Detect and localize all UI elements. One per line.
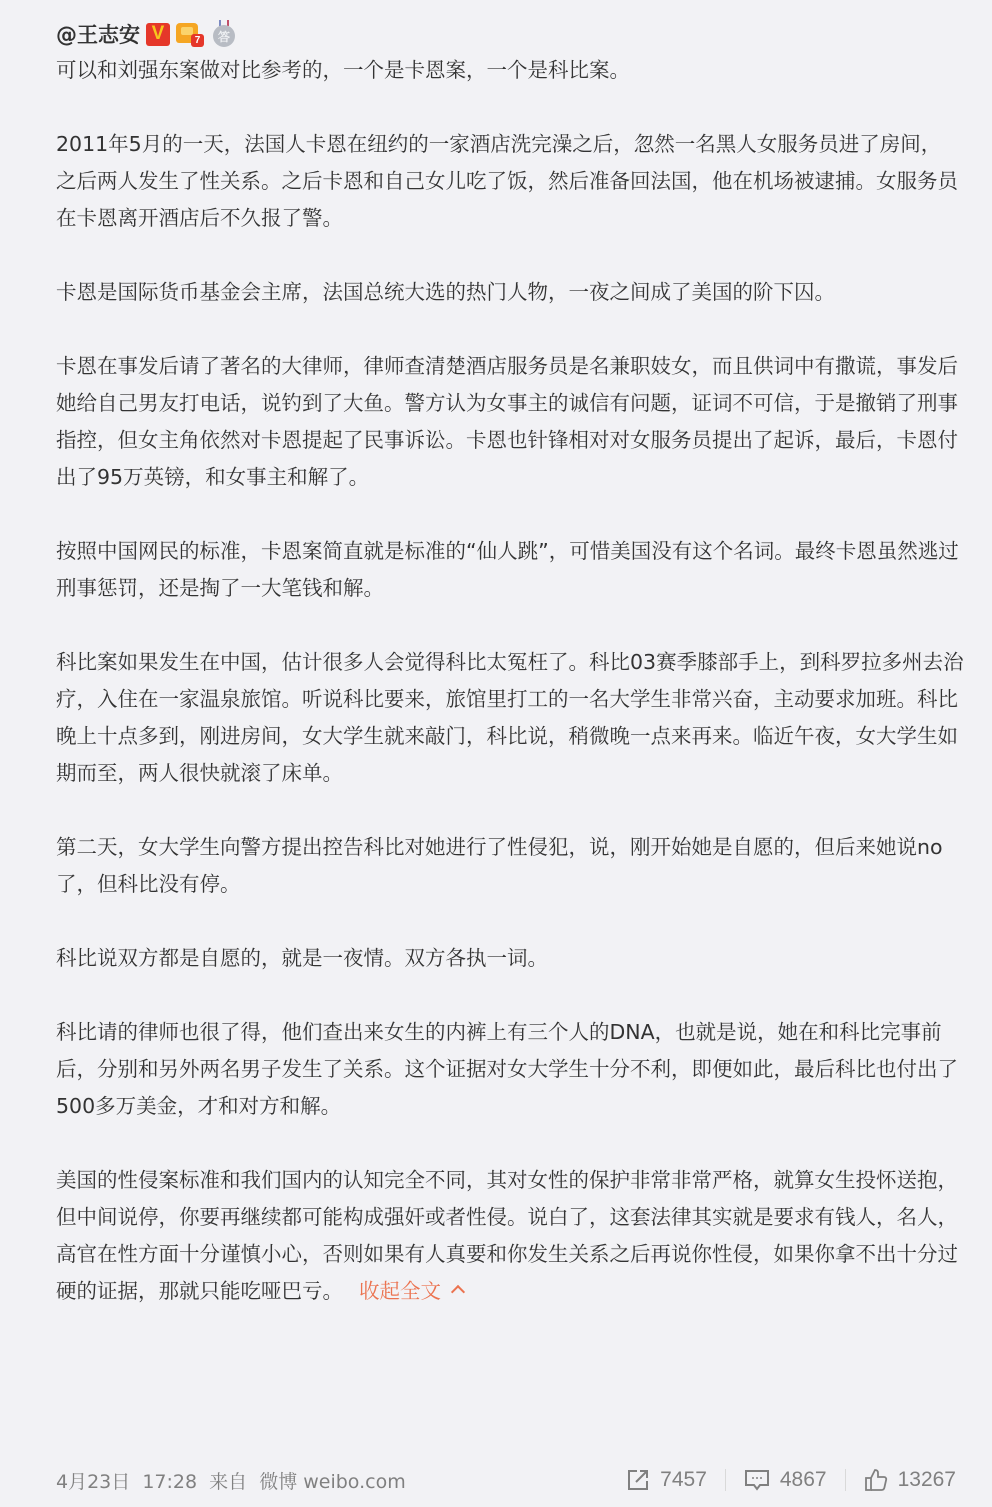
verified-v-icon[interactable]: V bbox=[146, 23, 170, 46]
author-name[interactable]: @王志安 bbox=[56, 23, 140, 47]
weibo-post bbox=[56, 16, 966, 1310]
collapse-full-text-link[interactable] bbox=[359, 1279, 463, 1303]
source-prefix: 来自 bbox=[209, 1470, 248, 1493]
paragraph: 卡恩在事发后请了著名的大律师，律师查清楚酒店服务员是名兼职妓女，而且供词中有撒谎，事发后她给自己男友打电话，说钓到了大鱼。警方认为女事主的诚信有问题，证词不可信，于是撤销了刑事指控，但女主角依然对卡恩提起了民事诉讼。卡恩也针锋相对对女服务员提出了起诉，最后，卡恩付出了95万英镑，和女事主和解了。 bbox=[56, 354, 958, 489]
paragraph: 科比请的律师也很了得，他们查出来女生的内裤上有三个人的DNA，也就是说，她在和科比完事前后，分别和另外两名男子发生了关系。这个证据对女大学生十分不利，即便如此，最后科比也付出了500多万美金，才和对方和解。 bbox=[56, 1020, 958, 1118]
collapse-label[interactable]: 收起全文 bbox=[359, 1279, 441, 1303]
post-footer bbox=[56, 1462, 956, 1498]
post-content bbox=[56, 52, 966, 1310]
paragraph: 2011年5月的一天，法国人卡恩在纽约的一家酒店洗完澡之后，忽然一名黑人女服务员进了房间， 之后两人发生了性关系。之后卡恩和自己女儿吃了饭，然后准备回法国，他在机场被逮捕。女服务员在卡恩离开酒店后不久报了警。 bbox=[56, 132, 958, 230]
divider bbox=[845, 1469, 846, 1491]
comment-icon bbox=[744, 1468, 770, 1492]
paragraph: 按照中国网民的标准，卡恩案简直就是标准的“仙人跳”，可惜美国没有这个名词。最终卡恩虽然逃过刑事惩罚，还是掏了一大笔钱和解。 bbox=[56, 539, 959, 600]
paragraph: 第二天，女大学生向警方提出控告科比对她进行了性侵犯，说，刚开始她是自愿的，但后来她说no了，但科比没有停。 bbox=[56, 835, 943, 896]
comment-count: 4867 bbox=[779, 1468, 827, 1491]
author-row bbox=[56, 16, 966, 52]
paragraph-last bbox=[56, 1162, 966, 1310]
post-date[interactable]: 4月23日 bbox=[56, 1470, 131, 1493]
post-source[interactable]: 微博 weibo.com bbox=[259, 1470, 406, 1493]
post-meta bbox=[56, 1467, 406, 1494]
vip-crown-icon[interactable]: 7 bbox=[176, 21, 204, 47]
divider bbox=[725, 1469, 726, 1491]
paragraph: 可以和刘强东案做对比参考的，一个是卡恩案，一个是科比案。 bbox=[56, 58, 630, 82]
comment-button[interactable] bbox=[744, 1468, 827, 1492]
paragraph: 科比说双方都是自愿的，就是一夜情。双方各执一词。 bbox=[56, 946, 548, 970]
repost-count: 7457 bbox=[660, 1468, 707, 1491]
paragraph: 科比案如果发生在中国，估计很多人会觉得科比太冤枉了。科比03赛季膝部手上，到科罗拉多州去治疗，入住在一家温泉旅馆。听说科比要来，旅馆里打工的一名大学生非常兴奋，主动要求加班。科比晚上十点多到，刚进房间，女大学生就来敲门，科比说，稍微晚一点来再来。临近午夜，女大学生如期而至，两人很快就滚了床单。 bbox=[56, 650, 964, 785]
post-time[interactable]: 17:28 bbox=[142, 1470, 198, 1493]
thumbs-up-icon bbox=[864, 1468, 888, 1492]
paragraph: 卡恩是国际货币基金会主席，法国总统大选的热门人物，一夜之间成了美国的阶下囚。 bbox=[56, 280, 835, 304]
like-count: 13267 bbox=[897, 1468, 956, 1491]
repost-button[interactable] bbox=[626, 1468, 707, 1492]
post-actions bbox=[626, 1468, 956, 1492]
like-button[interactable] bbox=[864, 1468, 956, 1492]
medal-icon[interactable]: 答 bbox=[212, 20, 236, 48]
paragraph-text: 美国的性侵案标准和我们国内的认知完全不同，其对女性的保护非常非常严格，就算女生投怀送抱，但中间说停，你要再继续都可能构成强奸或者性侵。说白了，这套法律其实就是要求有钱人，名人，高官在性方面十分谨慎小心，否则如果有人真要和你发生关系之后再说你性侵，如果你拿不出十分过硬的证据，那就只能吃哑巴亏。 bbox=[56, 1168, 958, 1303]
chevron-up-icon[interactable] bbox=[451, 1285, 465, 1299]
repost-icon bbox=[626, 1468, 650, 1492]
